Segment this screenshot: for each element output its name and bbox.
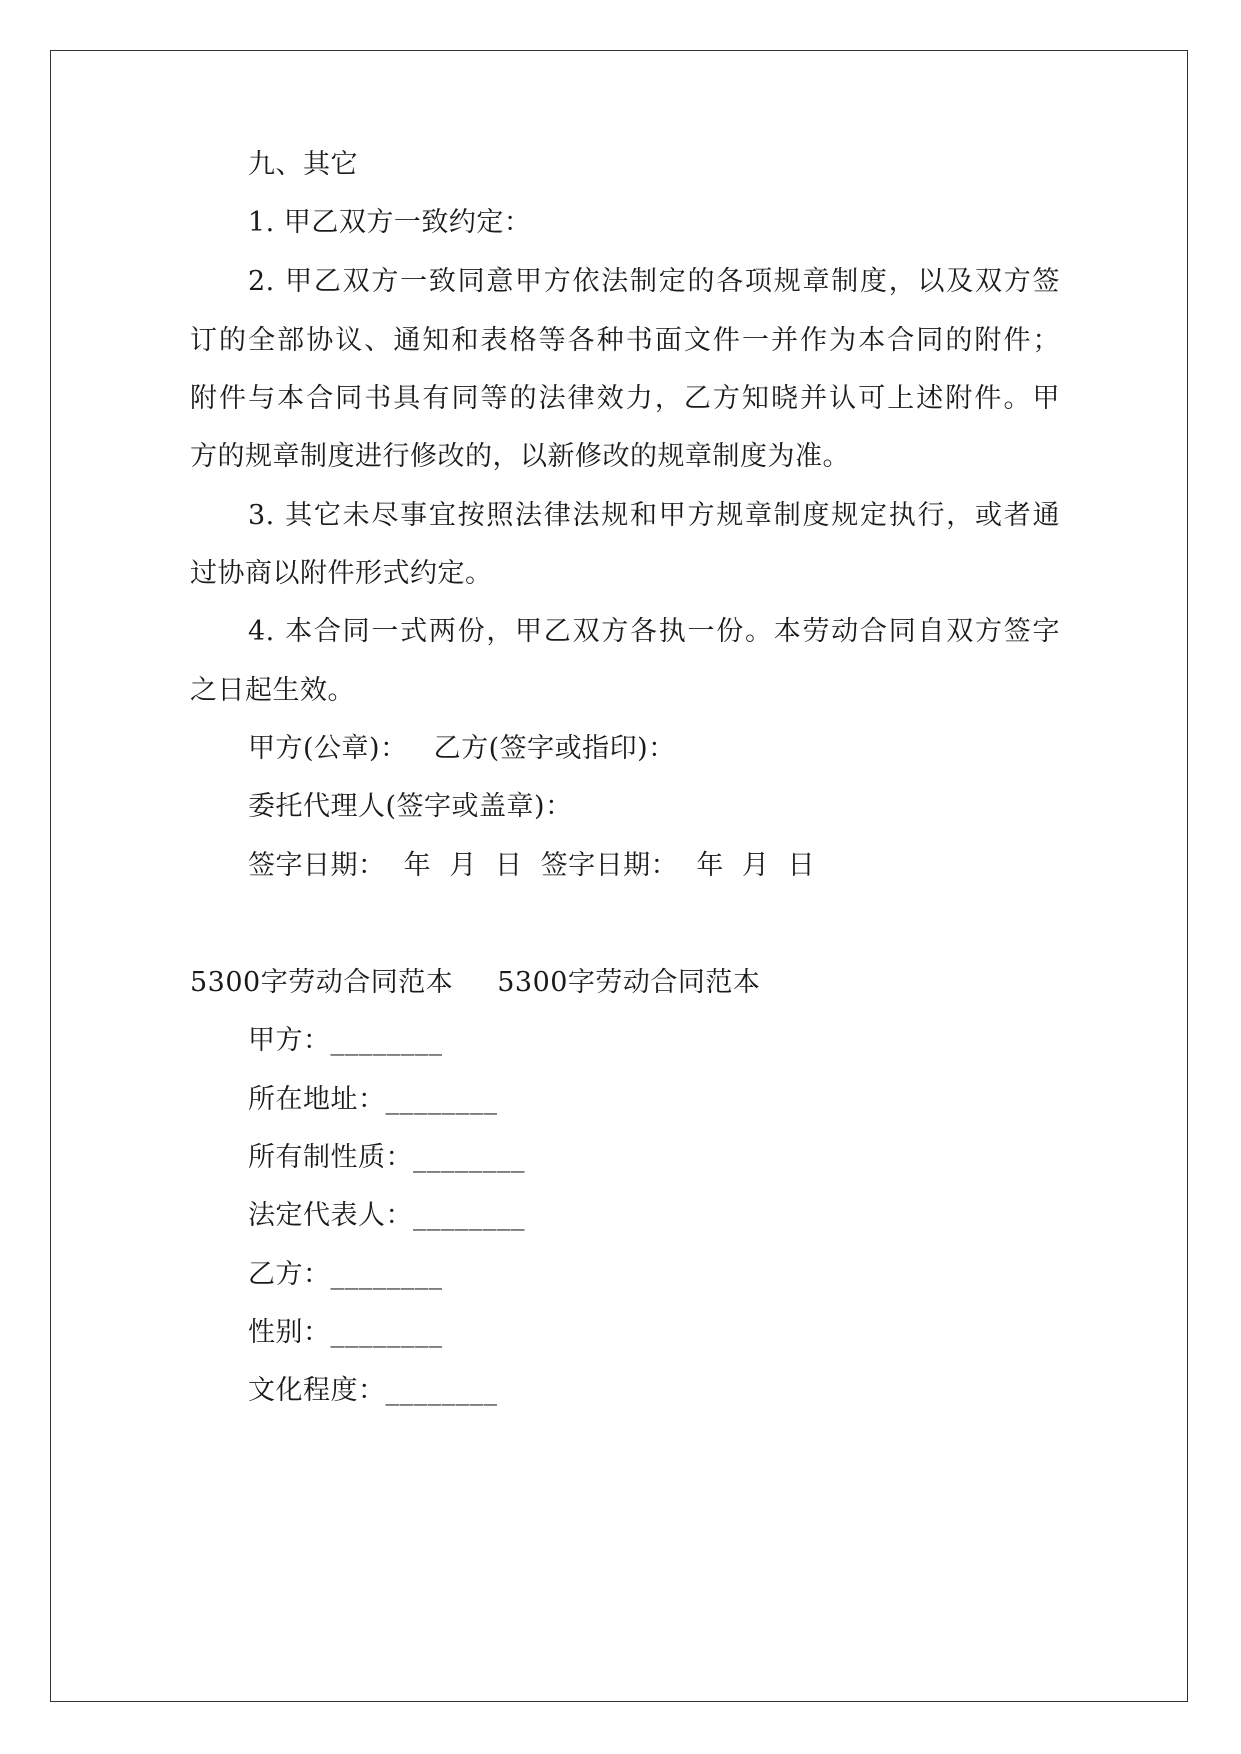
field-legal-rep: 法定代表人：________ (248, 1200, 525, 1231)
clause-2-line-4: 方的规章制度进行修改的，以新修改的规章制度为准。 (190, 441, 850, 472)
agent-sign-label: 委托代理人(签字或盖章)： (248, 791, 573, 822)
field-party-b: 乙方：________ (248, 1259, 443, 1290)
field-gender: 性别：________ (248, 1317, 443, 1348)
field-address: 所在地址：________ (248, 1084, 498, 1115)
clause-3-line-2: 过协商以附件形式约定。 (190, 558, 493, 589)
new-doc-title-2: 5300字劳动合同范本 (497, 967, 761, 998)
party-a-seal-label: 甲方(公章)： (248, 733, 408, 764)
clause-2-line-1: 2. 甲乙双方一致同意甲方依法制定的各项规章制度，以及双方签 (248, 266, 1060, 297)
clause-3-line-1: 3. 其它未尽事宜按照法律法规和甲方规章制度规定执行，或者通 (248, 500, 1060, 531)
field-education: 文化程度：________ (248, 1375, 498, 1406)
clause-1-line-1: 1. 甲乙双方一致约定： (248, 207, 532, 238)
party-b-sign-label: 乙方(签字或指印)： (433, 733, 676, 764)
new-doc-title-1: 5300字劳动合同范本 (190, 967, 454, 998)
clause-2-line-2: 订的全部协议、通知和表格等各种书面文件一并作为本合同的附件； (190, 325, 1060, 356)
sign-date-line: 签字日期： 年 月 日 签字日期： 年 月 日 (248, 850, 816, 881)
clause-4-line-2: 之日起生效。 (190, 675, 355, 706)
new-doc-title-line (190, 963, 1060, 1003)
field-party-a: 甲方：________ (248, 1025, 443, 1056)
clause-4-line-1: 4. 本合同一式两份，甲乙双方各执一份。本劳动合同自双方签字 (248, 616, 1060, 647)
clause-2-line-3: 附件与本合同书具有同等的法律效力，乙方知晓并认可上述附件。甲 (190, 383, 1060, 414)
section-heading: 九、其它 (248, 149, 358, 180)
field-ownership: 所有制性质：________ (248, 1142, 525, 1173)
signature-parties-line (248, 729, 1060, 769)
